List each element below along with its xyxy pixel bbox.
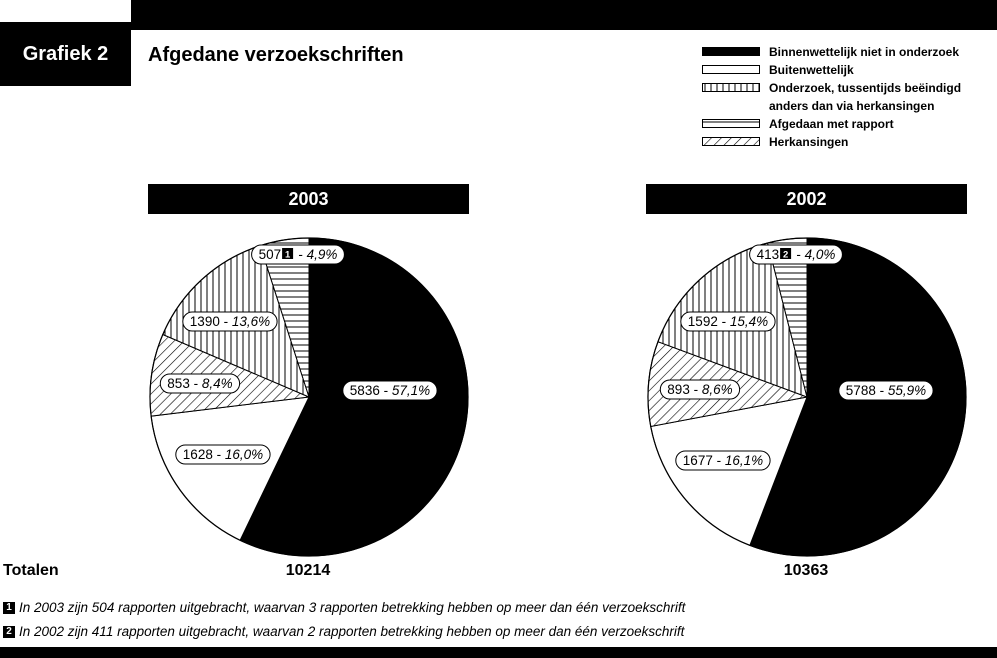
chart-number-badge: Grafiek 2 xyxy=(0,22,131,86)
data-label-percent: 57,1% xyxy=(391,383,431,398)
svg-text:1592 - 15,4%: 1592 - 15,4% xyxy=(687,314,769,329)
pie-2002 xyxy=(648,238,966,556)
footnote-marker-number: 2 xyxy=(782,249,789,261)
svg-text:1628 - 16,0%: 1628 - 16,0% xyxy=(182,447,264,462)
svg-text:5788 - 55,9%: 5788 - 55,9% xyxy=(845,383,927,398)
svg-text:853 - 8,4%: 853 - 8,4% xyxy=(167,376,233,391)
data-label xyxy=(183,312,277,331)
total-2002: 10363 xyxy=(783,562,829,579)
data-label xyxy=(252,245,345,264)
data-label-count: 1677 xyxy=(682,453,713,468)
footnote-text: In 2003 zijn 504 rapporten uitgebracht, waarvan 3 rapporten betrekking hebben op meer dan één verzoekschrift xyxy=(19,600,686,615)
data-label-percent: 4,9% xyxy=(306,247,338,262)
data-label-percent: 8,6% xyxy=(701,382,733,397)
data-label-count: 507 xyxy=(258,247,282,262)
data-label xyxy=(681,312,775,331)
pie-2003 xyxy=(150,238,468,556)
data-label-count: 5836 xyxy=(349,383,380,398)
legend-label: Buitenwettelijk xyxy=(769,63,854,77)
chart-title: Afgedane verzoekschriften xyxy=(148,44,404,66)
data-label-count: 1592 xyxy=(687,314,718,329)
svg-text:893 - 8,6%: 893 - 8,6% xyxy=(667,382,733,397)
data-label xyxy=(676,451,770,470)
data-label-count: 853 xyxy=(167,376,190,391)
footnote-2 xyxy=(3,624,684,639)
data-label xyxy=(343,381,437,400)
data-label-percent: 16,1% xyxy=(724,453,764,468)
data-label xyxy=(660,380,739,399)
svg-text:1677 - 16,1%: 1677 - 16,1% xyxy=(682,453,764,468)
bottom-bar xyxy=(0,647,997,658)
footnote-text: In 2002 zijn 411 rapporten uitgebracht, waarvan 2 rapporten betrekking hebben op meer dan één verzoekschrift xyxy=(19,624,685,639)
data-label xyxy=(176,445,270,464)
data-label-percent: 4,0% xyxy=(804,247,836,262)
legend-label: Onderzoek, tussentijds beëindigd anders dan via herkansingen xyxy=(769,81,962,113)
data-label-count: 413 xyxy=(756,247,780,262)
year-header-2002: 2002 xyxy=(646,184,967,214)
svg-text:5836 - 57,1%: 5836 - 57,1% xyxy=(349,383,431,398)
data-label xyxy=(160,374,239,393)
data-label-percent: 16,0% xyxy=(224,447,264,462)
svg-text:507 - 4,9%: 507 - 4,9% xyxy=(258,247,338,262)
data-label-percent: 8,4% xyxy=(201,376,233,391)
data-label-count: 893 xyxy=(667,382,690,397)
svg-text:1390 - 13,6%: 1390 - 13,6% xyxy=(189,314,271,329)
footnote-1 xyxy=(3,600,685,615)
year-header-2003: 2003 xyxy=(148,184,469,214)
totals-label: Totalen xyxy=(3,562,59,579)
data-label-percent: 13,6% xyxy=(231,314,271,329)
footnote-marker-number: 1 xyxy=(284,249,291,261)
legend-label: Herkansingen xyxy=(769,135,849,149)
data-label xyxy=(750,245,843,264)
data-label xyxy=(839,381,933,400)
svg-text:413 - 4,0%: 413 - 4,0% xyxy=(756,247,836,262)
total-2003: 10214 xyxy=(285,562,331,579)
data-label-percent: 55,9% xyxy=(887,383,927,398)
data-label-percent: 15,4% xyxy=(729,314,769,329)
data-label-count: 1628 xyxy=(182,447,213,462)
footnote-marker: 2 xyxy=(3,626,15,638)
legend-label: Afgedaan met rapport xyxy=(769,117,894,131)
footnote-marker: 1 xyxy=(3,602,15,614)
data-label-count: 1390 xyxy=(189,314,220,329)
data-label-count: 5788 xyxy=(845,383,876,398)
legend-label: Binnenwettelijk niet in onderzoek xyxy=(769,45,960,59)
